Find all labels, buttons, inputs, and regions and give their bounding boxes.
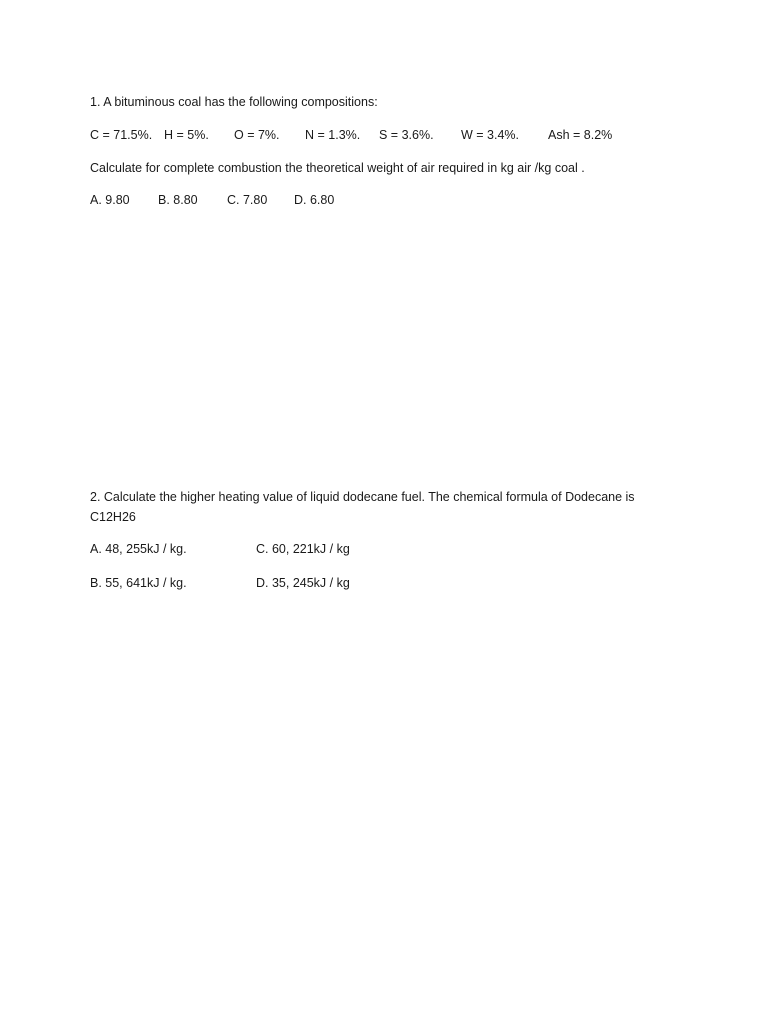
- question-1-options-row: [0, 190, 768, 210]
- question-1-instruction: Calculate for complete combustion the theoretical weight of air required in kg air /kg coal .: [90, 161, 585, 175]
- question-1-option-b: B. 8.80: [158, 193, 198, 207]
- question-1-option-a: A. 9.80: [90, 193, 130, 207]
- question-1-prompt: 1. A bituminous coal has the following compositions:: [90, 95, 378, 109]
- question-2-options-row-1: [0, 539, 768, 559]
- question-1-option-c: C. 7.80: [227, 193, 268, 207]
- composition-water: W = 3.4%.: [461, 128, 520, 142]
- question-2-option-b: B. 55, 641kJ / kg.: [90, 576, 187, 590]
- question-2-option-a: A. 48, 255kJ / kg.: [90, 542, 187, 556]
- question-1-option-d: D. 6.80: [294, 193, 335, 207]
- question-2-option-d: D. 35, 245kJ / kg: [256, 576, 350, 590]
- question-2-options-row-2: [0, 573, 768, 593]
- composition-nitrogen: N = 1.3%.: [305, 128, 361, 142]
- composition-carbon: C = 71.5%.: [90, 128, 153, 142]
- composition-oxygen: O = 7%.: [234, 128, 280, 142]
- composition-hydrogen: H = 5%.: [164, 128, 209, 142]
- question-1-composition-row: [0, 125, 768, 145]
- composition-ash: Ash = 8.2%: [548, 128, 613, 142]
- question-2-prompt: 2. Calculate the higher heating value of liquid dodecane fuel. The chemical formula of Dodecane is C12H26: [90, 490, 635, 524]
- question-2-option-c: C. 60, 221kJ / kg: [256, 542, 350, 556]
- composition-sulfur: S = 3.6%.: [379, 128, 434, 142]
